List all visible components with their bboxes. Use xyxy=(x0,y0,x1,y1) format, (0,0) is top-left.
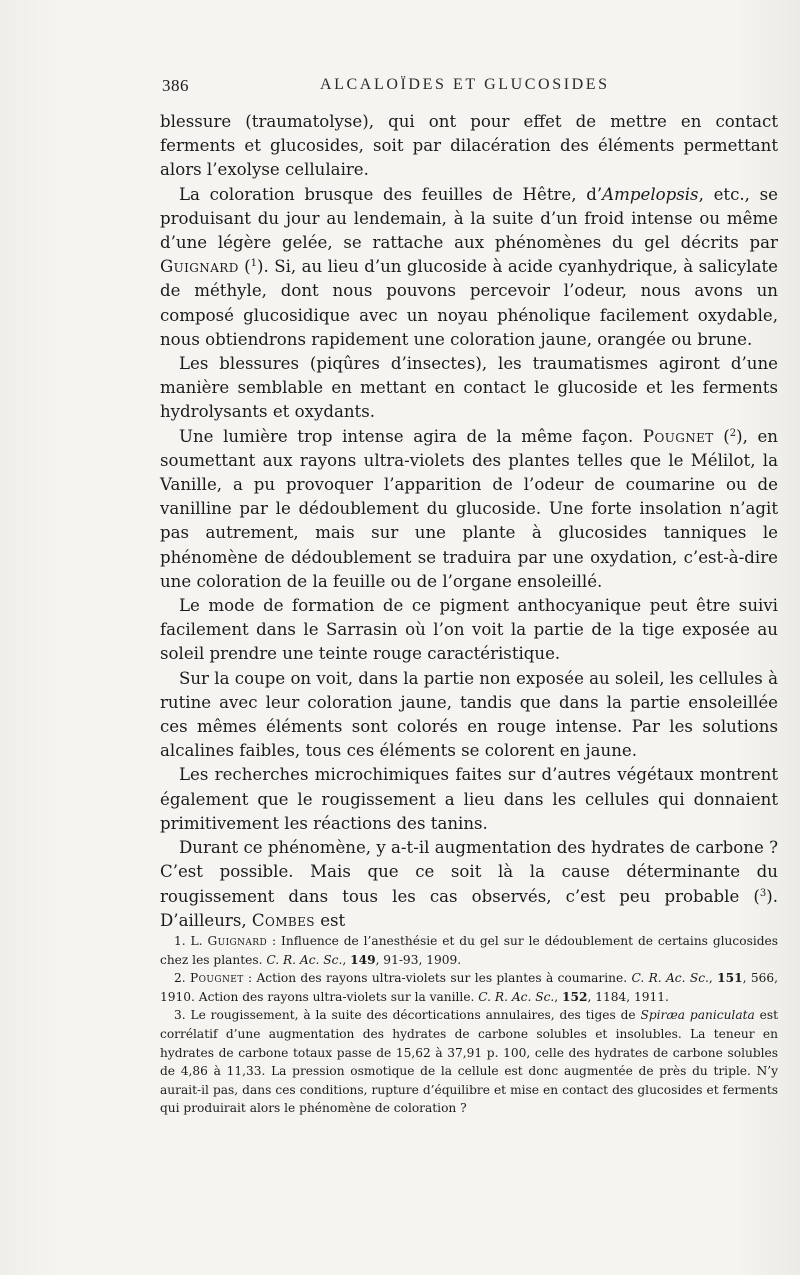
paragraph-2: La coloration brusque des feuilles de Hêtre, d’Ampelopsis, etc., se produisant du jour au lendemain, à la suite d’un froid intense ou même d’une légère gelée, se rattache aux phénomènes du gel décrits par Guignard ($^1$). Si, au lieu d’un glucoside à acide cyanhydrique, à salicylate de méthyle, dont nous pouvons percevoir l’odeur, nous avons un composé glucosidique avec un noyau phénolique facilement oxydable, nous obtiendrons rapidement une coloration jaune, orangée ou brune. xyxy=(160,184,778,349)
page-number: 386 xyxy=(162,76,189,95)
footnote-1: 1. L. Guignard : Influence de l’anesthésie et du gel sur le dédoublement de certains glucosides chez les plantes. C. R. Ac. Sc., 149, 91-93, 1909. xyxy=(160,934,778,967)
author-pougnet: Pougnet xyxy=(642,426,714,446)
paragraph-7: Les recherches microchimiques faites sur d’autres végétaux montrent également que le rougissement a lieu dans les cellules qui donnaient primitivement les réactions des tanins. xyxy=(160,765,778,833)
paragraph-6: Sur la coupe on voit, dans la partie non exposée au soleil, les cellules à rutine avec leur coloration jaune, tandis que dans la partie ensoleillée ces mêmes éléments sont colorés en rouge intense. Par les solutions alcalines faibles, tous ces éléments se colorent en jaune. xyxy=(160,668,778,761)
author-guignard: Guignard xyxy=(160,257,239,277)
paragraph-1: blessure (traumatolyse), qui ont pour effet de mettre en contact ferments et glucosides, soit par dilacération des éléments permettant alors l’exolyse cellulaire. xyxy=(160,112,778,180)
author-combes: Combes xyxy=(251,910,315,930)
footnote-ref-2: 2 xyxy=(729,427,737,439)
paragraph-4: Une lumière trop intense agira de la même façon. Pougnet ($^2$), en soumettant aux rayons ultra-violets des plantes telles que le Mélilot, la Vanille, a pu provoquer l’apparition de l’odeur de coumarine ou de vanilline par le dédoublement du glucoside. Une forte insolation n’agit pas autrement, mais sur une plante à glucosides tanniques le phénomène de dédoublement se traduira par une oxydation, c’est-à-dire une coloration de la feuille ou de l’organe ensoleillé. xyxy=(160,426,778,591)
footnote-ref-1: 1 xyxy=(250,258,258,270)
footnotes xyxy=(160,932,778,1118)
page-header xyxy=(162,76,772,98)
taxon-ampelopsis: Ampelopsis xyxy=(602,184,699,204)
footnote-2: 2. Pougnet : Action des rayons ultra-violets sur les plantes à coumarine. C. R. Ac. Sc., 151, 566, 1910. Action des rayons ultra-violets sur la vanille. C. R. Ac. Sc., 152, 1184, 1911. xyxy=(160,971,778,1004)
paragraph-8: Durant ce phénomène, y a-t-il augmentation des hydrates de carbone ? C’est possible. Mais que ce soit là la cause déterminante du rougissement dans tous les cas observés, c’est peu probable ($^3$). D’ailleurs, Combes est xyxy=(160,838,778,930)
footnote-3: 3. Le rougissement, à la suite des décortications annulaires, des tiges de Spiræa paniculata est corrélatif d’une augmentation des hydrates de carbone solubles et insolubles. La teneur en hydrates de carbone totaux passe de 15,62 à 37,91 p. 100, celle des hydrates de carbone solubles de 4,86 à 11,33. La pression osmotique de la cellule est donc augmentée de près du triple. N’y aurait-il pas, dans ces conditions, rupture d’équilibre et mise en contact des glucosides et ferments qui produirait alors le phénomène de coloration ? xyxy=(160,1008,778,1116)
main-text xyxy=(160,110,778,933)
paragraph-3: Les blessures (piqûres d’insectes), les traumatismes agiront d’une manière semblable en mettant en contact le glucoside et les ferments hydrolysants et oxydants. xyxy=(160,354,778,422)
running-title: ALCALOÏDES ET GLUCOSIDES xyxy=(320,76,610,93)
paragraph-5: Le mode de formation de ce pigment anthocyanique peut être suivi facilement dans le Sarrasin où l’on voit la partie de la tige exposée au soleil prendre une teinte rouge caractéristique. xyxy=(160,596,778,664)
footnote-ref-3: 3 xyxy=(759,887,767,899)
